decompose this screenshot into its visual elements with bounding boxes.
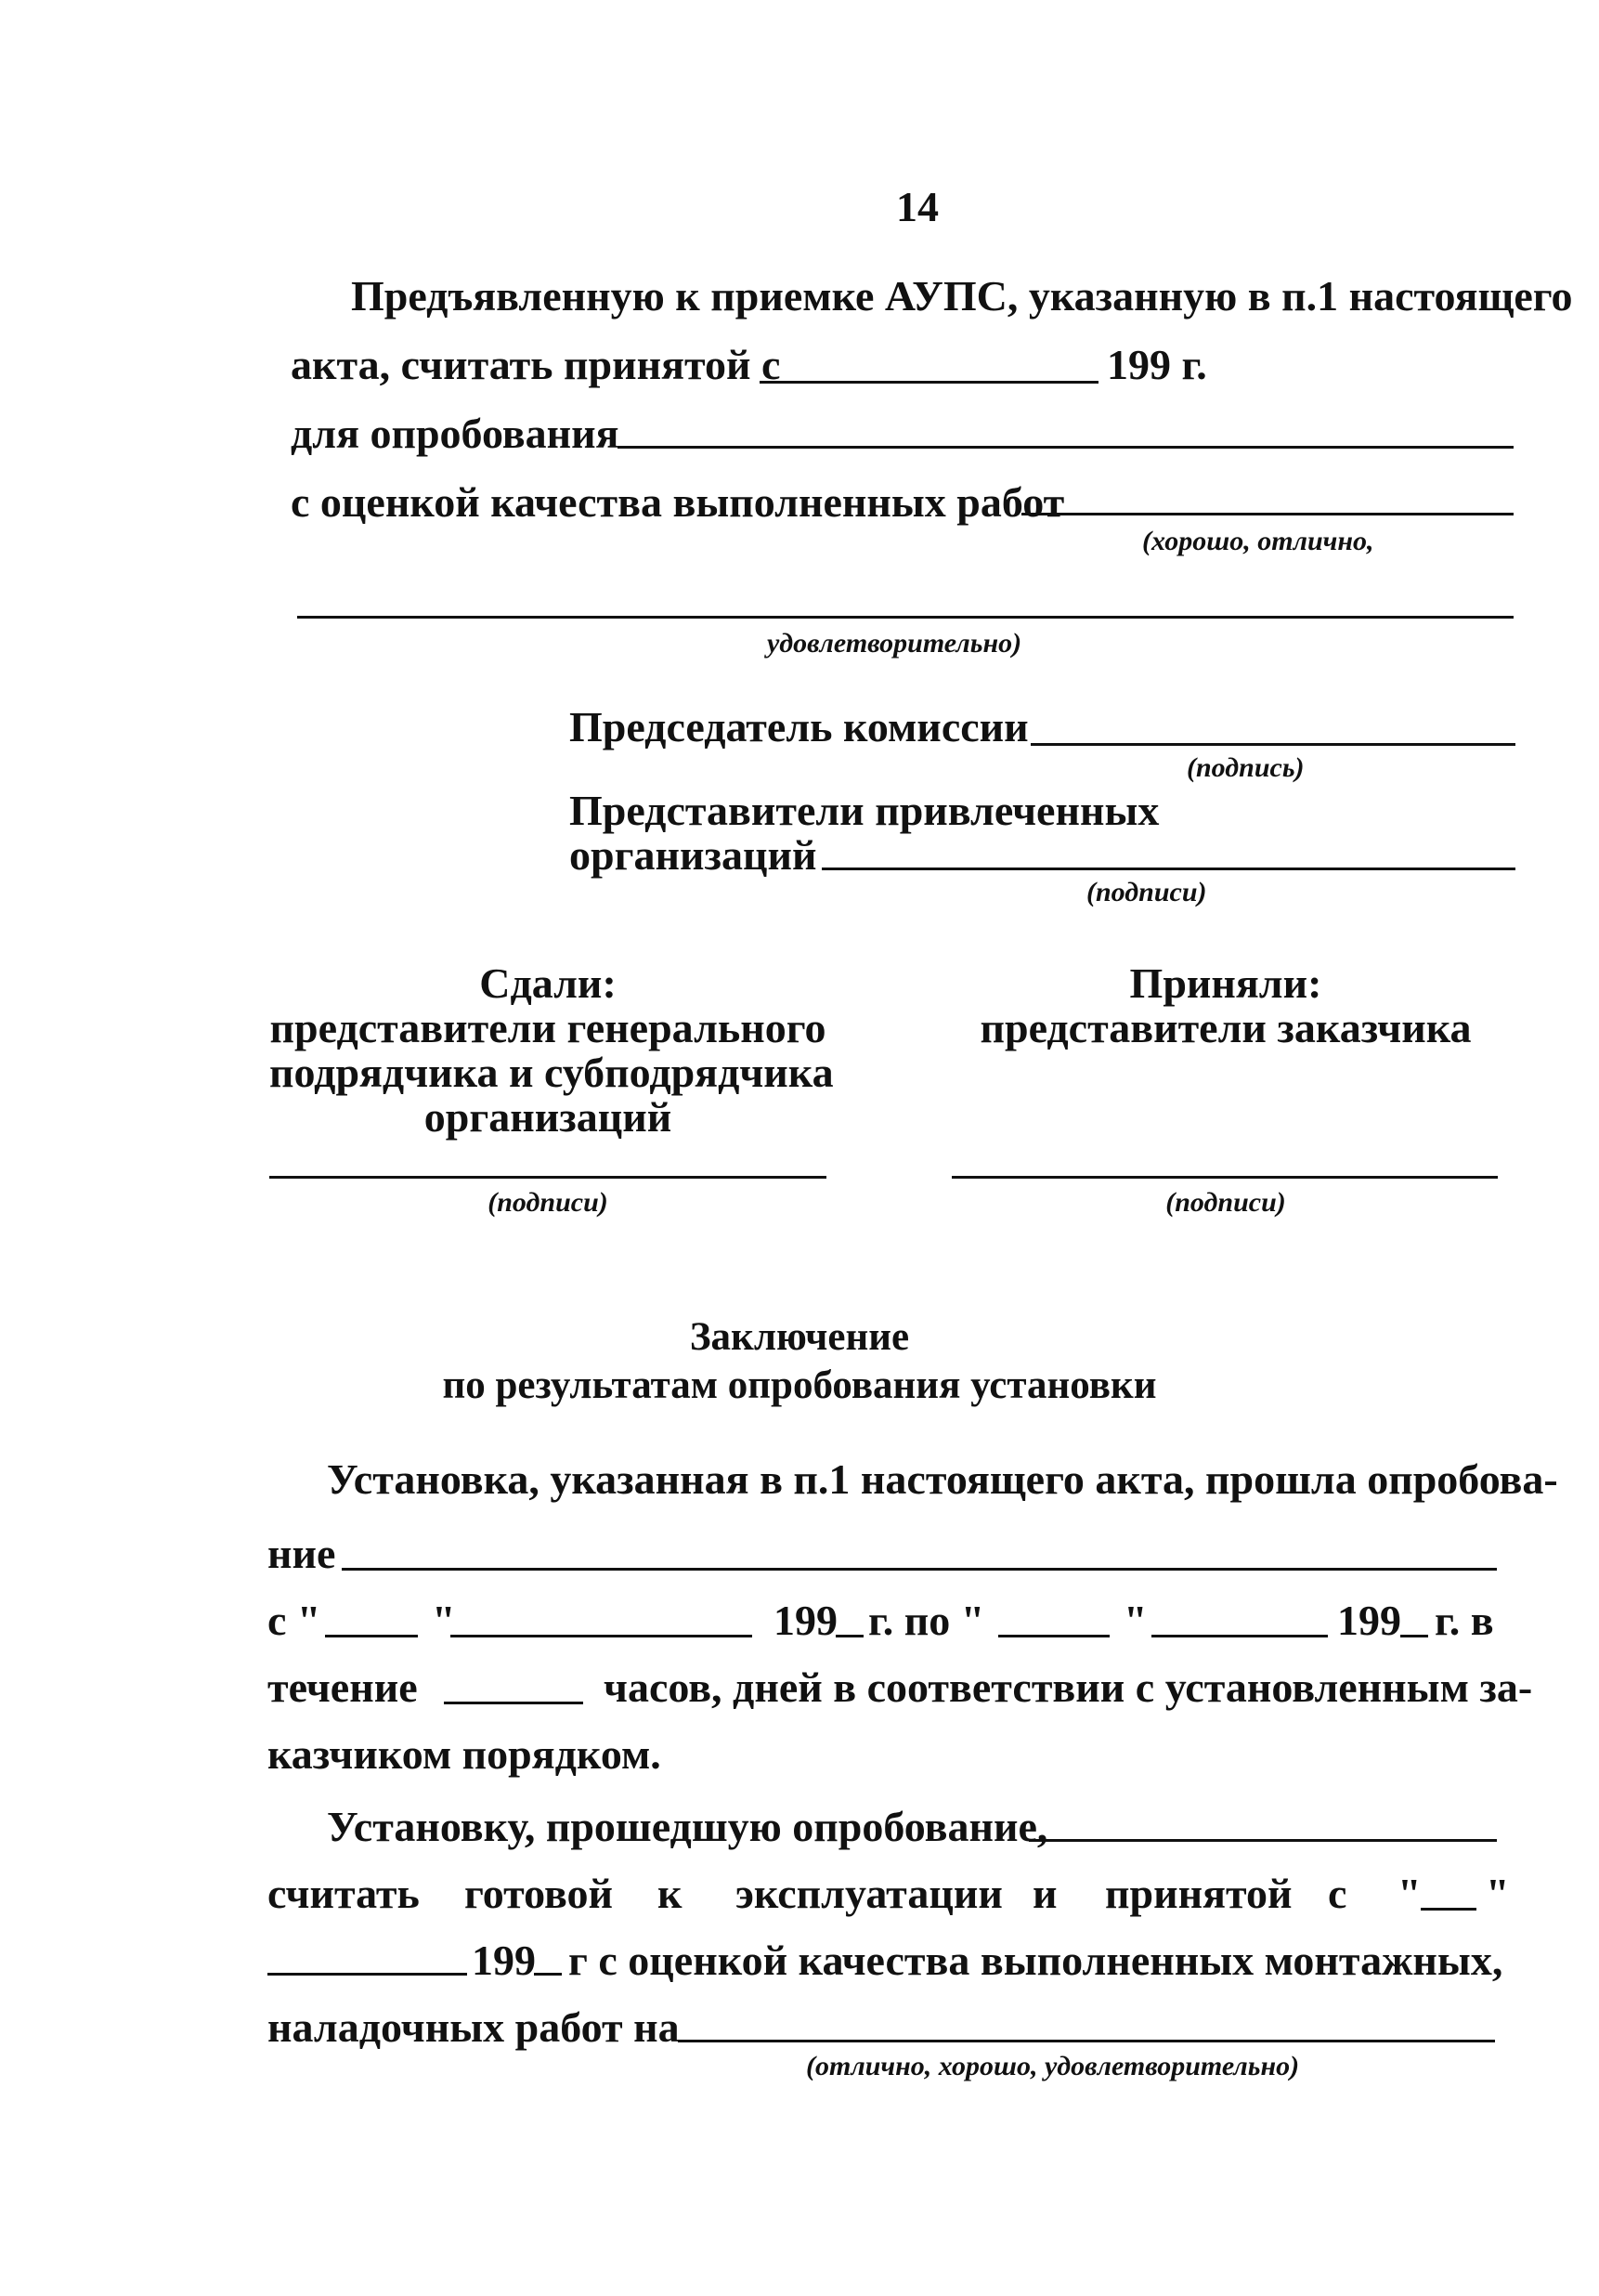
quality-blank [1021,513,1514,515]
accept-year: 199 [472,1937,536,1984]
from-year: 199 [774,1597,838,1644]
duration-blank [444,1702,583,1704]
to-year-blank [1400,1635,1428,1637]
quote-close: " [1486,1870,1510,1917]
word-and: и [1033,1870,1058,1917]
right-line-1: представители заказчика [980,1004,1472,1051]
to-quote-close: " [1124,1597,1148,1644]
conclusion-p1-line-5: казчиком порядком. [267,1730,661,1778]
quote-open: " [1398,1870,1422,1917]
during-label: течение [267,1663,418,1711]
grade-hint: (отлично, хорошо, удовлетворительно) [806,2051,1300,2081]
word-operation: эксплуатации [735,1870,1003,1917]
quality-blank-2 [297,616,1514,619]
word-to: к [657,1870,682,1917]
testing-blank [618,446,1514,449]
conclusion-p1-line-2: ние [267,1530,336,1577]
quality-hint-1: (хорошо, отлично, [1142,526,1374,556]
chairman-hint: (подпись) [1187,752,1305,783]
word-from: с [1328,1870,1347,1917]
conclusion-p2-line-1: Установку, прошедшую опробование, [327,1803,1048,1850]
left-line-2: подрядчика и субподрядчика [269,1049,834,1096]
acceptance-line-2-prefix: акта, считать принятой с [291,341,781,388]
acceptance-line-1: Предъявленную к приемке АУПС, указанную в п.1 настоящего [351,272,1573,320]
acceptance-line-2-suffix: 199 г. [1107,341,1207,388]
installation-blank [1029,1839,1497,1842]
left-line-1: представители генерального [269,1004,826,1051]
word-consider: считать [267,1870,420,1917]
conclusion-p1-line-4: часов, дней в соответствии с установленным за- [604,1663,1533,1711]
acceptance-line-4: с оценкой качества выполненных работ [291,478,1065,526]
to-day-blank [998,1635,1110,1637]
acceptance-date-blank [760,381,1098,384]
right-hint: (подписи) [1165,1187,1286,1218]
conclusion-p2-line-3: г с оценкой качества выполненных монтажных, [568,1937,1503,1984]
from-day-blank [325,1635,418,1637]
from-month-blank [450,1635,752,1637]
to-year: 199 [1337,1597,1401,1644]
to-year-suffix: г. в [1435,1597,1494,1644]
to-month-blank [1151,1635,1328,1637]
right-signature-blank [952,1176,1498,1179]
left-title: Сдали: [479,959,617,1007]
chairman-label: Председатель комиссии [569,703,1029,750]
right-title: Приняли: [1129,959,1322,1007]
reps-signature-blank [822,868,1515,870]
from-quote-close: " [432,1597,456,1644]
word-accepted: принятой [1105,1870,1293,1917]
word-ready: готовой [464,1870,614,1917]
from-quote-open: с " [267,1597,321,1644]
left-line-3: организаций [423,1093,672,1141]
testing-result-blank [342,1568,1497,1571]
conclusion-p2-line-4: наладочных работ на [267,2003,680,2051]
reps-line-1: Представители привлеченных [569,787,1160,834]
from-year-blank [836,1635,864,1637]
reps-line-2: организаций [569,831,817,879]
quality-hint-2: удовлетворительно) [767,628,1022,659]
reps-hint: (подписи) [1086,877,1207,907]
conclusion-p1-line-1: Установка, указанная в п.1 настоящего акта, прошла опробова- [327,1455,1558,1503]
conclusion-subtitle: по результатам опробования установки [442,1363,1157,1407]
grade-blank [678,2040,1495,2042]
conclusion-title: Заключение [689,1315,910,1359]
left-hint: (подписи) [488,1187,608,1218]
chairman-signature-blank [1031,743,1515,746]
to-label: г. по " [868,1597,985,1644]
acceptance-line-3: для опробования [291,410,619,457]
page-number: 14 [896,183,939,230]
left-signature-blank [269,1176,826,1179]
accept-day-blank [1421,1908,1476,1911]
accept-month-blank [267,1973,467,1976]
accept-year-blank [534,1973,562,1976]
